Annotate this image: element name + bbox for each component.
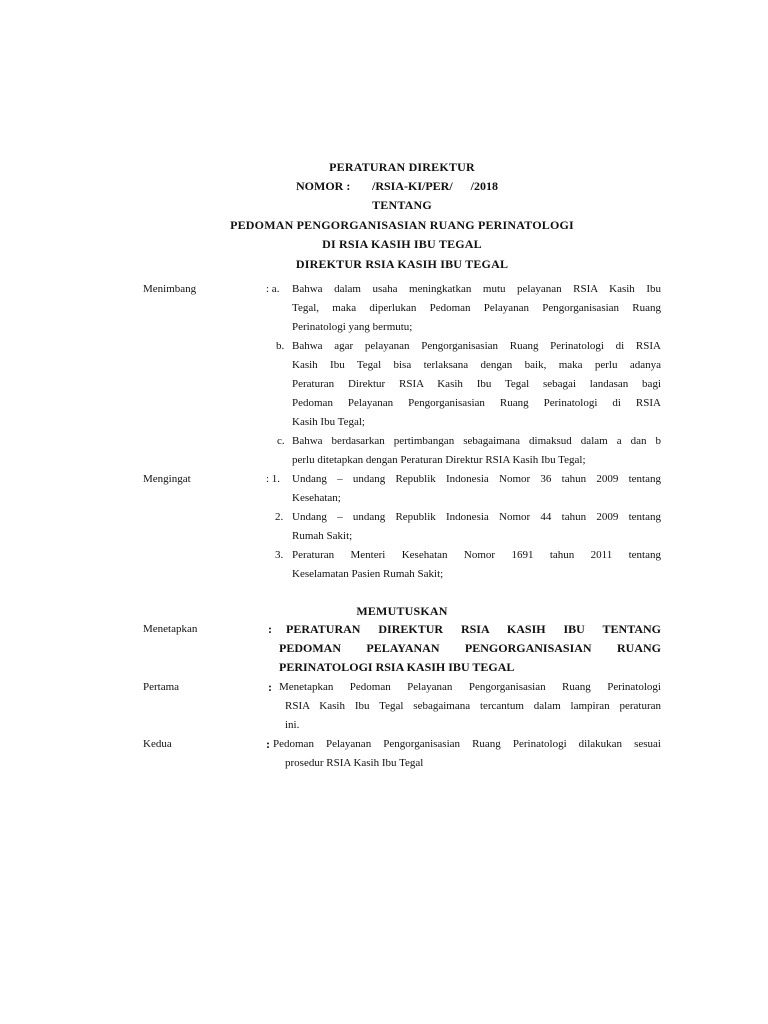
- menimbang-b-line: Kasih Ibu Tegal bisa terlaksana dengan baik, maka perlu adanya: [292, 359, 661, 371]
- menimbang-c-line: Bahwa berdasarkan pertimbangan sebagaimana dimaksud dalam a dan b: [292, 435, 661, 447]
- mengingat-label: Mengingat: [143, 473, 191, 485]
- pertama-line: ini.: [285, 719, 300, 731]
- menimbang-label: Menimbang: [143, 283, 197, 295]
- menimbang-a-line: Perinatologi yang bermutu;: [292, 321, 413, 333]
- nomor-value: /RSIA-KI/PER/ /2018: [372, 179, 499, 193]
- mengingat-1-marker: : 1.: [266, 473, 281, 485]
- menimbang-b-line: Kasih Ibu Tegal;: [292, 416, 365, 428]
- menimbang-a-marker: : a.: [266, 283, 280, 295]
- menetapkan-label: Menetapkan: [143, 623, 198, 635]
- menetapkan-line: PEDOMAN PELAYANAN PENGORGANISASIAN RUANG: [279, 641, 661, 655]
- kedua-colon: :: [266, 737, 270, 751]
- pertama-line: Menetapkan Pedoman Pelayanan Pengorganisasian Ruang Perinatologi: [279, 681, 661, 693]
- nomor-label: NOMOR :: [296, 179, 351, 193]
- kedua-line: prosedur RSIA Kasih Ibu Tegal: [285, 757, 424, 769]
- kedua-label: Kedua: [143, 738, 172, 750]
- mengingat-1-line: Undang – undang Republik Indonesia Nomor 36 tahun 2009 tentang: [292, 473, 661, 485]
- mengingat-3-line: Peraturan Menteri Kesehatan Nomor 1691 tahun 2011 tentang: [292, 549, 661, 561]
- menetapkan-colon: :: [268, 622, 272, 636]
- mengingat-3-marker: 3.: [275, 549, 284, 561]
- pertama-colon: :: [268, 680, 272, 694]
- doc-location: DI RSIA KASIH IBU TEGAL: [322, 237, 482, 251]
- menetapkan-line: PERINATOLOGI RSIA KASIH IBU TEGAL: [279, 660, 515, 674]
- menimbang-b-line: Pedoman Pelayanan Pengorganisasian Ruang Perinatologi di RSIA: [292, 397, 661, 409]
- menimbang-b-marker: b.: [276, 340, 285, 352]
- mengingat-3-line: Keselamatan Pasien Rumah Sakit;: [292, 568, 444, 580]
- doc-issuer: DIREKTUR RSIA KASIH IBU TEGAL: [295, 257, 509, 271]
- menimbang-c-marker: c.: [277, 435, 285, 447]
- tentang-heading: TENTANG: [372, 198, 432, 212]
- pertama-label: Pertama: [143, 681, 180, 693]
- menimbang-a-line: Tegal, maka diperlukan Pedoman Pelayanan Pengorganisasian Ruang: [292, 302, 661, 314]
- menimbang-c-line: perlu ditetapkan dengan Peraturan Direktur RSIA Kasih Ibu Tegal;: [292, 454, 586, 466]
- menetapkan-line: PERATURAN DIREKTUR RSIA KASIH IBU TENTANG: [286, 622, 661, 636]
- doc-title: PERATURAN DIREKTUR: [329, 160, 475, 174]
- menimbang-a-line: Bahwa dalam usaha meningkatkan mutu pelayanan RSIA Kasih Ibu: [292, 283, 661, 295]
- memutuskan-heading: MEMUTUSKAN: [356, 604, 448, 618]
- mengingat-2-line: Rumah Sakit;: [292, 530, 353, 542]
- pertama-line: RSIA Kasih Ibu Tegal sebagaimana tercantum dalam lampiran peraturan: [285, 700, 661, 712]
- mengingat-2-marker: 2.: [275, 511, 284, 523]
- menimbang-b-line: Bahwa agar pelayanan Pengorganisasian Ruang Perinatologi di RSIA: [292, 340, 661, 352]
- doc-subject: PEDOMAN PENGORGANISASIAN RUANG PERINATOLOGI: [230, 218, 574, 232]
- mengingat-1-line: Kesehatan;: [292, 492, 341, 504]
- mengingat-2-line: Undang – undang Republik Indonesia Nomor 44 tahun 2009 tentang: [292, 511, 661, 523]
- menimbang-b-line: Peraturan Direktur RSIA Kasih Ibu Tegal sebagai landasan bagi: [292, 378, 661, 390]
- kedua-line: Pedoman Pelayanan Pengorganisasian Ruang Perinatologi dilakukan sesuai: [273, 738, 661, 750]
